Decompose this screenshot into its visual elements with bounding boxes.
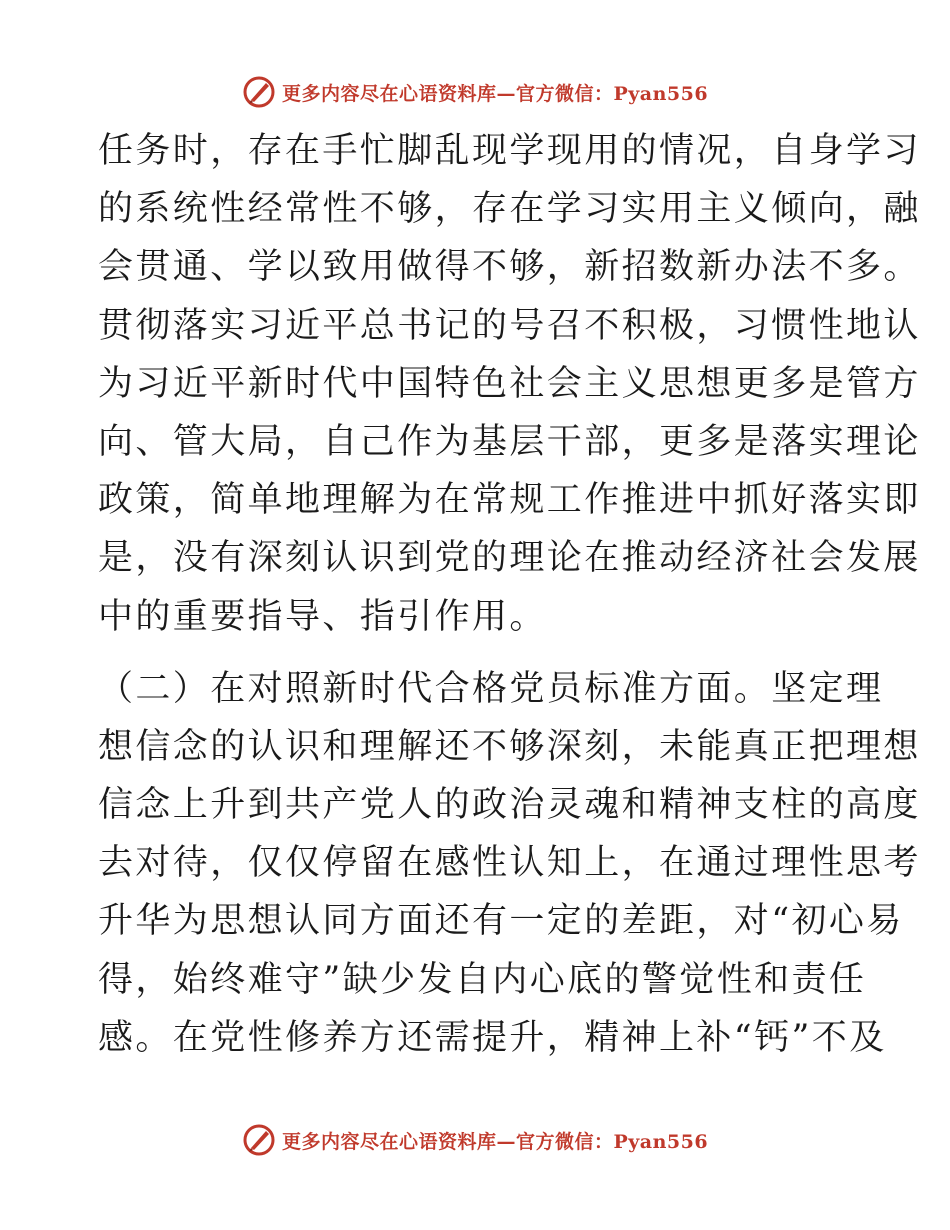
quill-pen-logo-icon (242, 1123, 276, 1157)
document-body (98, 122, 921, 1067)
header-banner-text: 更多内容尽在心语资料库—官方微信：Pyan556 (281, 82, 709, 105)
text-line: 为习近平新时代中国特色社会主义思想更多是管方 (98, 363, 921, 404)
text-line: 贯彻落实习近平总书记的号召不积极，习惯性地认 (98, 305, 921, 346)
text-line: 政策，简单地理解为在常规工作推进中抓好落实即 (98, 480, 921, 521)
text-line: 感。在党性修养方还需提升，精神上补“钙”不及 (98, 1017, 887, 1058)
paragraph-2 (98, 660, 921, 1067)
paragraph-1 (98, 122, 921, 646)
text-line: （二）在对照新时代合格党员标准方面。坚定理 (98, 668, 884, 709)
text-line: 的系统性经常性不够，存在学习实用主义倾向，融 (98, 189, 921, 230)
text-line: 得，始终难守”缺少发自内心底的警觉性和责任 (98, 959, 867, 1000)
text-line: 任务时，存在手忙脚乱现学现用的情况，自身学习 (98, 131, 921, 171)
text-line: 会贯通、学以致用做得不够，新招数新办法不多。 (98, 247, 921, 288)
text-line: 去对待，仅仅停留在感性认知上，在通过理性思考 (98, 843, 921, 884)
text-line: 是，没有深刻认识到党的理论在推动经济社会发展 (98, 538, 921, 579)
text-line: 升华为思想认同方面还有一定的差距，对“初心易 (98, 901, 904, 942)
footer-banner (0, 1120, 950, 1160)
header-banner (0, 72, 950, 112)
paragraph-spacer (98, 646, 858, 660)
text-line: 向、管大局，自己作为基层干部，更多是落实理论 (98, 421, 921, 462)
footer-banner-text: 更多内容尽在心语资料库—官方微信：Pyan556 (281, 1130, 709, 1153)
text-line: 信念上升到共产党人的政治灵魂和精神支柱的高度 (98, 785, 921, 826)
text-line: 想信念的认识和理解还不够深刻，未能真正把理想 (98, 726, 921, 767)
quill-pen-logo-icon (242, 75, 276, 109)
text-line: 中的重要指导、指引作用。 (98, 596, 547, 637)
